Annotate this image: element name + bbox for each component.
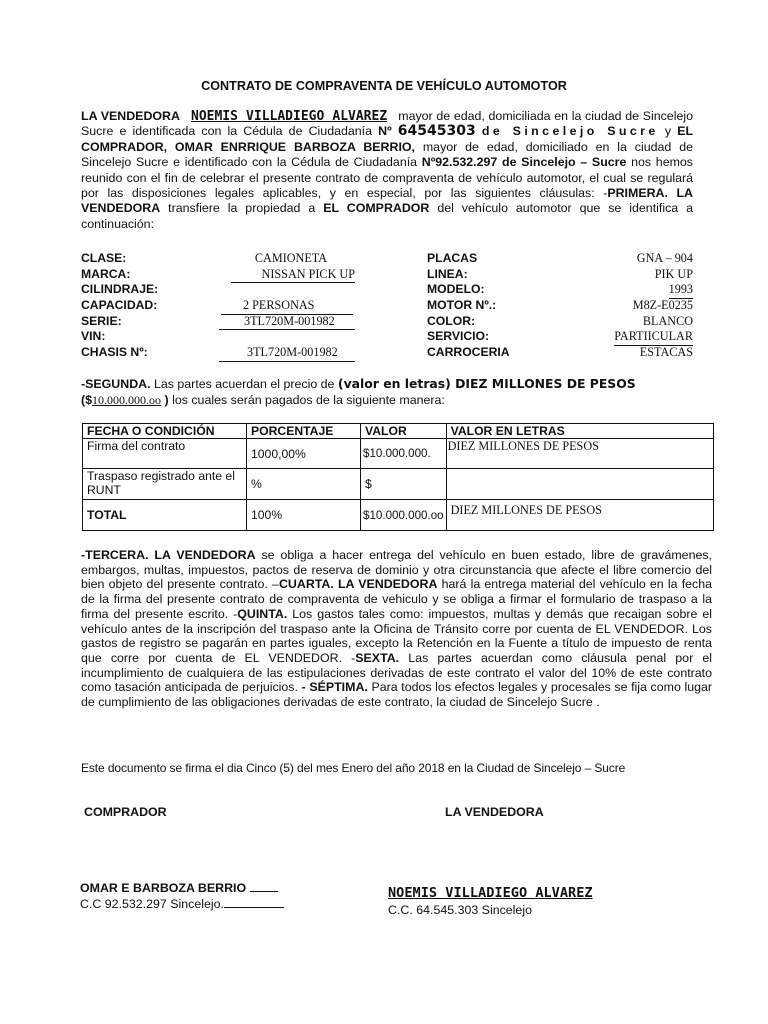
paren-close: )	[164, 393, 169, 407]
clause-text: hará la entrega material del vehículo en la fecha de la firma del presente contrato de compraventa de vehiculo y se obliga a firmar el formulario de traspaso a la firma del presente escrito. -	[81, 577, 713, 621]
table-cell: TOTAL	[83, 500, 247, 531]
clause-sexta: SEXTA.	[355, 650, 400, 665]
spec-label: LINEA:	[427, 266, 468, 281]
signature-line	[250, 891, 278, 892]
spec-value: PIK UP	[654, 266, 693, 281]
spec-label: MODELO:	[427, 282, 485, 297]
segunda-text-2: los cuales serán pagados de la siguiente manera:	[172, 393, 445, 407]
spec-label: MOTOR Nº.:	[427, 298, 497, 313]
spec-value: NISSAN PICK UP	[231, 267, 355, 284]
table-header-row	[83, 424, 714, 439]
clause-text: Para todos los efectos legales y procesales se fija como lugar de cumplimiento de las obligaciones derivadas de este contrato, la ciudad de Sincelejo Sucre .	[81, 680, 713, 710]
table-row	[83, 469, 714, 500]
specs-right	[427, 251, 693, 361]
table-header: VALOR EN LETRAS	[446, 424, 713, 439]
spec-row	[81, 298, 361, 314]
clause-primera: PRIMERA. LA VENDEDORA	[81, 186, 694, 216]
spec-label: SERIE:	[81, 313, 122, 328]
table-row	[83, 439, 714, 469]
signature-line	[224, 907, 284, 908]
payment-table	[82, 423, 714, 531]
conj-y: y	[664, 124, 672, 139]
seller-name: NOEMIS VILLADIEGO ALVAREZ	[191, 109, 388, 124]
spec-row	[427, 329, 693, 345]
seller-cc: 64545303	[397, 123, 476, 140]
table-header: PORCENTAJE	[247, 424, 361, 439]
spec-row	[427, 298, 693, 314]
spec-row	[427, 251, 693, 267]
buyer-intro: EL COMPRADOR, OMAR ENRRIQUE BARBOZA BERRIO,	[81, 124, 694, 154]
buyer-heading: COMPRADOR	[84, 805, 167, 819]
signing-statement: Este documento se firma el dia Cinco (5) del mes Enero del año 2018 en la Ciudad de Sincelejo – Sucre	[81, 761, 626, 775]
spec-value: PARTIICULAR	[614, 329, 693, 346]
table-cell: 100%	[247, 500, 361, 531]
spec-row	[81, 267, 361, 283]
segunda-text-1: Las partes acuerdan el precio de	[153, 377, 335, 391]
table-cell: Traspaso registrado ante el RUNT	[83, 469, 247, 500]
price-in-words: (valor en letras) DIEZ MILLONES DE PESOS	[337, 376, 636, 391]
la-vendedora-label: LA VENDEDORA	[81, 109, 180, 123]
table-row	[83, 500, 714, 531]
buyer-signature-name: OMAR E BARBOZA BERRIO	[80, 881, 247, 895]
spec-value: CAMIONETA	[254, 251, 328, 265]
price-amount: 10.000.000.oo	[92, 393, 162, 407]
clause-text: Las partes acuerdan como cláusula penal por el incumplimiento de cualquiera de las estipulaciones derivadas de este contrato el valor del 10% de este contrato como tasación anticipada de perjuicios.	[81, 650, 712, 695]
spec-value: 3TL720M-001982	[219, 314, 355, 331]
table-cell: %	[247, 469, 361, 500]
spec-row	[81, 282, 361, 298]
seller-city: de Sincelejo Sucre	[481, 124, 659, 139]
spec-row	[81, 314, 361, 330]
spec-row	[427, 267, 693, 283]
table-cell: 1000,00%	[247, 439, 361, 469]
table-header: VALOR	[361, 424, 447, 439]
segunda-label: -SEGUNDA.	[81, 377, 151, 391]
document-title: CONTRATO DE COMPRAVENTA DE VEHÍCULO AUTOMOTOR	[201, 79, 567, 93]
table-cell: DIEZ MILLONES DE PESOS	[446, 439, 713, 469]
spec-value: GNA – 904	[636, 251, 693, 265]
paren-open: ($	[81, 393, 93, 407]
spec-value: ESTACAS	[639, 345, 693, 360]
clause-text: se obliga a hacer entrega del vehículo en buen estado, libre de gravámenes, embargos, multas, impuestos, pactos de reserva de dominio y otra circunstancia que afecte el libre comercio del bien objeto del presente contrato. –	[81, 548, 712, 592]
intro-paragraph	[81, 109, 693, 232]
spec-row	[81, 329, 361, 345]
clause-text: Los gastos tales como: impuestos, multas y demás que recaigan sobre el vehículo antes de la inscripción del traspaso ante la Oficina de Tránsito corre por cuenta de EL VENDEDOR. Los gastos de registro se pagarán en partes iguales, excepto la Retención en la Fuente a título de impuesto de renta que corre por cuenta de EL VENDEDOR. -	[81, 606, 712, 665]
intro-text-5: del vehículo automotor que se identifica a continuación:	[81, 201, 694, 231]
spec-value: 1993	[669, 282, 693, 299]
clause-tercera: -TERCERA. LA VENDEDORA	[81, 548, 256, 562]
spec-row	[427, 345, 693, 361]
spec-row	[81, 251, 361, 267]
spec-row	[427, 282, 693, 298]
spec-label: CILINDRAJE:	[81, 282, 159, 297]
spec-label: SERVICIO:	[427, 329, 490, 344]
buyer-signature-block	[80, 880, 284, 912]
spec-label: CAPACIDAD:	[81, 298, 158, 313]
spec-label: CHASIS Nº:	[81, 345, 148, 360]
clause-septima: - SÉPTIMA.	[301, 680, 368, 695]
spec-label: VIN:	[81, 329, 106, 344]
clause-segunda	[81, 376, 694, 408]
table-cell	[446, 469, 713, 500]
intro-text-4: transfiere la propiedad a	[168, 201, 316, 216]
specs-left	[81, 251, 361, 361]
seller-heading: LA VENDEDORA	[445, 805, 544, 819]
spec-value: M8Z-E0235	[632, 298, 693, 313]
spec-row	[81, 345, 361, 361]
spec-row	[427, 314, 693, 330]
spec-value: BLANCO	[642, 313, 693, 328]
table-cell: DIEZ MILLONES DE PESOS	[446, 500, 713, 531]
spec-label: PLACAS	[427, 251, 478, 265]
spec-label: CLASE:	[81, 251, 127, 265]
intro-text-3: nos hemos reunido con el fin de celebrar el presente contrato de compraventa de vehículo automotor, el cual se regulará por las disposiciones legales aplicables, y en especial, por las siguientes cláusulas: -	[81, 155, 693, 201]
table-header: FECHA O CONDICIÓN	[83, 424, 247, 439]
clause-cuarta: CUARTA. LA VENDEDORA	[278, 577, 438, 592]
intro-text-1: mayor de edad, domiciliada en la ciudad de Sincelejo Sucre e identificada con la Cédula de Ciudadanía	[81, 109, 693, 139]
table-cell: $10.000.000.oo	[361, 500, 447, 531]
no-label: Nº	[378, 124, 392, 139]
buyer-ref: EL COMPRADOR	[323, 201, 430, 216]
spec-label: MARCA:	[81, 266, 131, 281]
seller-signature-name: NOEMIS VILLADIEGO ALVAREZ	[388, 885, 593, 901]
seller-signature-block	[388, 885, 593, 919]
table-cell: $10.000.000.	[361, 439, 447, 469]
spec-label: CARROCERIA	[427, 345, 510, 360]
intro-text-2: mayor de edad, domiciliado en la ciudad de Sincelejo Sucre e identificado con la Cédula de Ciudadanía	[81, 139, 693, 170]
spec-label: COLOR:	[427, 313, 476, 328]
table-cell: $	[361, 469, 447, 500]
table-cell: Firma del contrato	[83, 439, 247, 469]
seller-signature-cc: C.C. 64.545.303 Sincelejo	[388, 903, 532, 917]
spec-value: 3TL720M-001982	[219, 345, 355, 362]
buyer-cc: Nº92.532.297 de Sincelejo – Sucre	[421, 155, 627, 170]
clauses-paragraph	[81, 548, 712, 710]
clause-quinta: QUINTA.	[237, 606, 288, 621]
spec-value: 2 PERSONAS	[221, 298, 353, 315]
buyer-signature-cc: C.C 92.532.297 Sincelejo.	[80, 897, 224, 911]
